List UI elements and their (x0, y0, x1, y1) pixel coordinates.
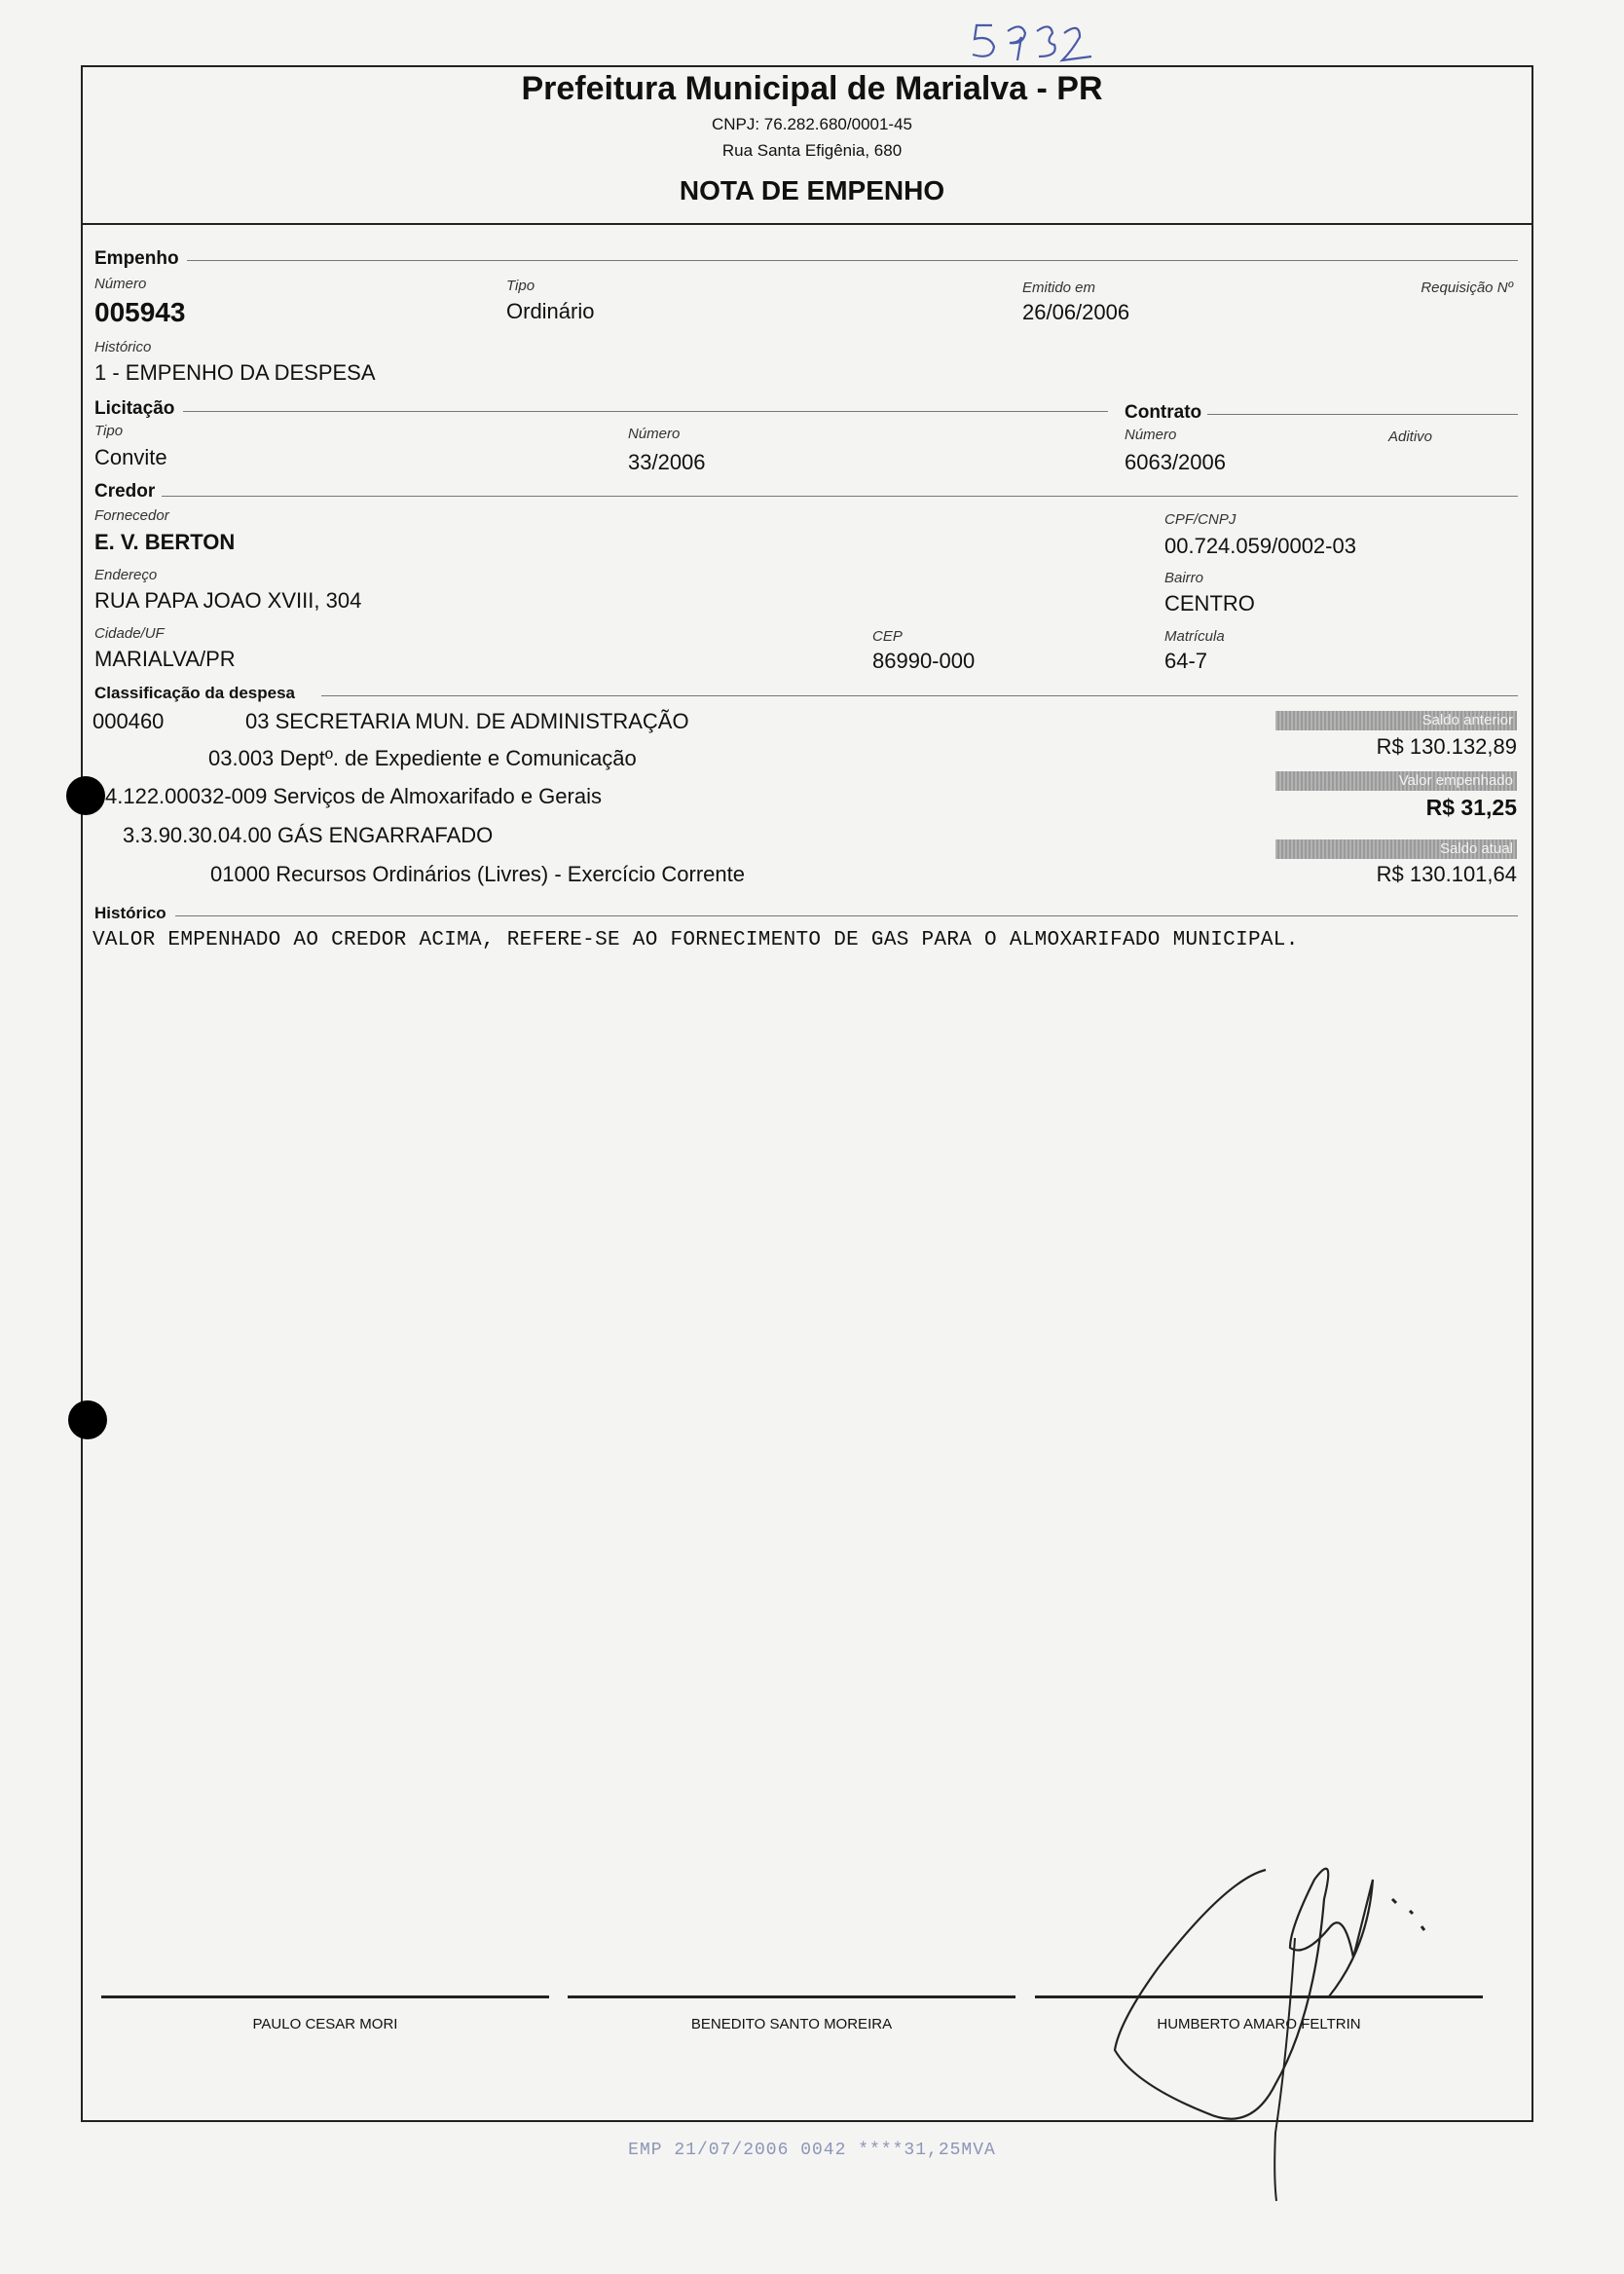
saldo-anterior-value: R$ 130.132,89 (1376, 734, 1517, 759)
address: Rua Santa Efigênia, 680 (721, 141, 903, 160)
saldo-anterior-label: Saldo anterior (1275, 711, 1517, 730)
page-title: Prefeitura Municipal de Marialva - PR (521, 70, 1103, 107)
signature-name: PAULO CESAR MORI (252, 2016, 398, 2032)
requisicao-label: Requisição Nº (1421, 280, 1513, 296)
section-rule (175, 915, 1518, 916)
doc-title: NOTA DE EMPENHO (679, 175, 945, 205)
endereco-label: Endereço (94, 567, 158, 583)
cpf-label: CPF/CNPJ (1164, 511, 1236, 528)
section-rule (183, 411, 1108, 412)
handwritten-number (969, 18, 1115, 66)
section-rule (162, 496, 1518, 497)
licitacao-tipo-label: Tipo (94, 423, 124, 439)
saldo-atual-label: Saldo atual (1275, 839, 1517, 859)
valor-empenhado-label: Valor empenhado (1275, 771, 1517, 791)
signature-name: HUMBERTO AMARO FELTRIN (1157, 2016, 1361, 2032)
contrato-numero-label: Número (1125, 427, 1177, 443)
section-empenho: Empenho (94, 248, 179, 269)
fornecedor-label: Fornecedor (94, 507, 169, 524)
bairro-value: CENTRO (1164, 591, 1255, 615)
section-credor: Credor (94, 481, 156, 502)
signature-line (101, 1995, 549, 1998)
classificacao-line: 000460 (92, 709, 165, 733)
saldo-atual-value: R$ 130.101,64 (1376, 862, 1517, 886)
cep-value: 86990-000 (872, 649, 976, 673)
cep-label: CEP (872, 628, 903, 645)
cpf-value: 00.724.059/0002-03 (1164, 534, 1356, 558)
section-rule (187, 260, 1518, 261)
punch-hole (66, 776, 105, 815)
classificacao-line: 01000 Recursos Ordinários (Livres) - Exercício Corrente (210, 862, 745, 886)
section-licitacao: Licitação (94, 398, 175, 419)
valor-empenhado-value: R$ 31,25 (1425, 795, 1517, 820)
empenho-number: 005943 (94, 297, 186, 327)
section-rule (1207, 414, 1518, 415)
cnpj: CNPJ: 76.282.680/0001-45 (711, 115, 913, 133)
historico-text: VALOR EMPENHADO AO CREDOR ACIMA, REFERE-SE AO FORNECIMENTO DE GAS PARA O ALMOXARIFADO MUNICIPAL. (92, 929, 1299, 951)
signature-name: BENEDITO SANTO MOREIRA (690, 2016, 893, 2032)
classificacao-line: 03.003 Deptº. de Expediente e Comunicação (208, 746, 637, 770)
section-historico: Histórico (94, 904, 166, 922)
numero-label: Número (94, 276, 147, 292)
historico-value: 1 - EMPENHO DA DESPESA (94, 360, 376, 385)
licitacao-numero-value: 33/2006 (628, 450, 706, 474)
header-separator (81, 223, 1532, 225)
matricula-label: Matrícula (1164, 628, 1225, 645)
section-contrato: Contrato (1125, 402, 1202, 423)
cidade-label: Cidade/UF (94, 625, 165, 642)
emitido-value: 26/06/2006 (1022, 300, 1130, 324)
section-classificacao: Classificação da despesa (94, 684, 296, 702)
bairro-label: Bairro (1164, 570, 1204, 586)
licitacao-tipo-value: Convite (94, 445, 167, 469)
fornecedor-value: E. V. BERTON (94, 530, 236, 554)
tipo-value: Ordinário (506, 299, 595, 323)
section-rule (321, 695, 1518, 696)
classificacao-line: 4.122.00032-009 Serviços de Almoxarifado e Gerais (105, 784, 602, 808)
endereco-value: RUA PAPA JOAO XVIII, 304 (94, 588, 362, 613)
emitido-label: Emitido em (1022, 280, 1096, 296)
matricula-value: 64-7 (1164, 649, 1208, 673)
tipo-label: Tipo (506, 278, 535, 294)
classificacao-line: 03 SECRETARIA MUN. DE ADMINISTRAÇÃO (245, 709, 689, 733)
cidade-value: MARIALVA/PR (94, 647, 236, 671)
contrato-numero-value: 6063/2006 (1125, 450, 1226, 474)
punch-hole (68, 1400, 107, 1439)
aditivo-label: Aditivo (1388, 429, 1433, 445)
signature-line (568, 1995, 1015, 1998)
licitacao-numero-label: Número (628, 426, 681, 442)
processing-stamp: EMP 21/07/2006 0042 ****31,25MVA (628, 2141, 996, 2160)
historico-label: Histórico (94, 339, 152, 355)
classificacao-line: 3.3.90.30.04.00 GÁS ENGARRAFADO (123, 823, 494, 847)
